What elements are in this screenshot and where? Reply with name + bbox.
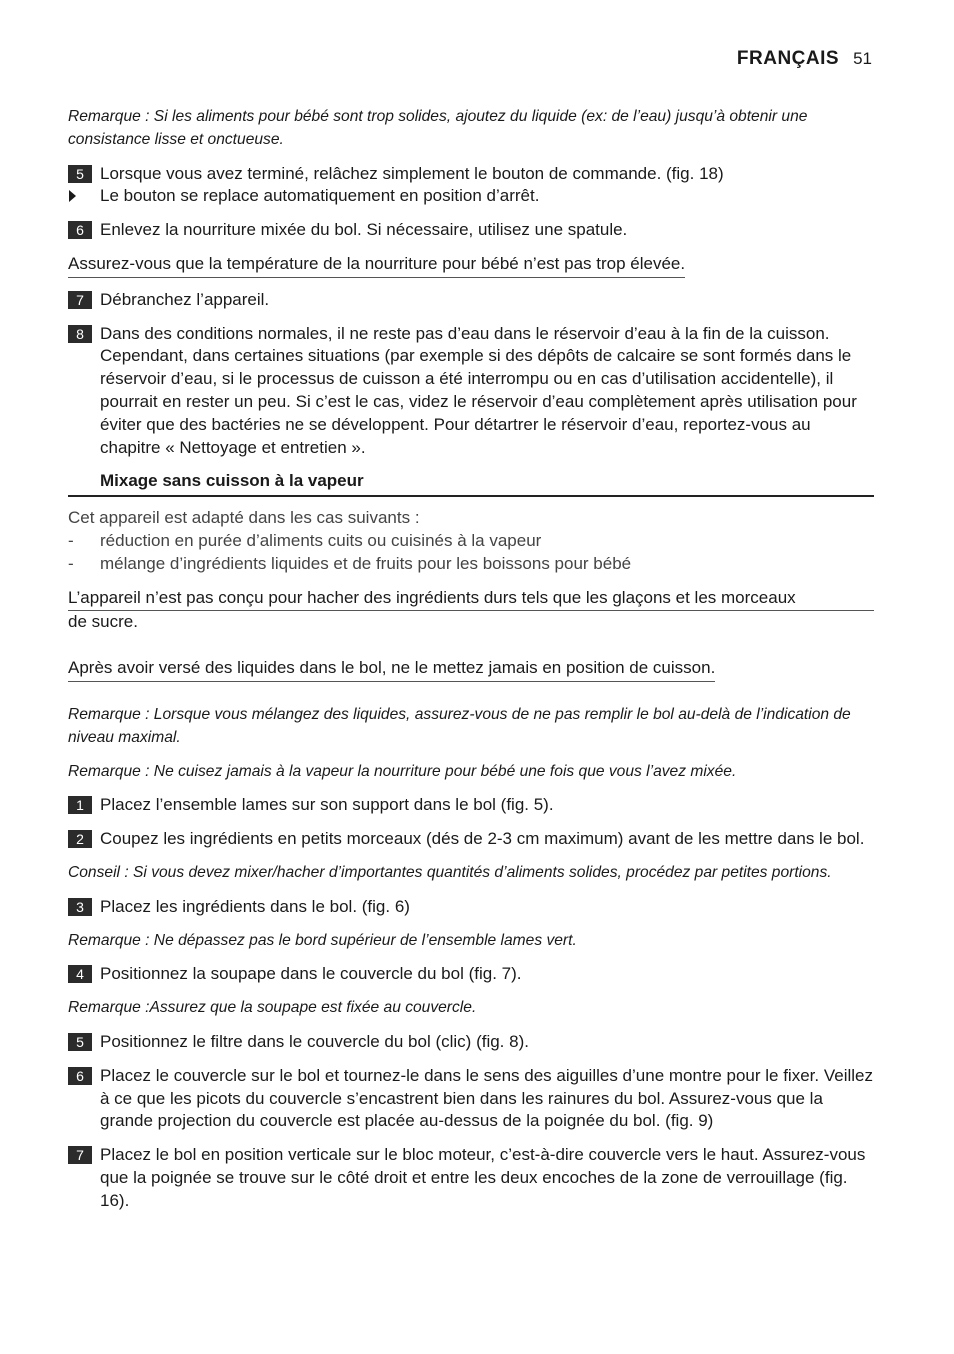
- dash-item-text: réduction en purée d’aliments cuits ou cuisinés à la vapeur: [100, 530, 542, 550]
- dash-bullet: -: [68, 553, 74, 573]
- note-paragraph: Remarque : Lorsque vous mélangez des liquides, assurez-vous de ne pas remplir le bol au-delà de l’indication de niveau maximal.: [68, 705, 851, 746]
- triangle-bullet-icon: [69, 190, 76, 202]
- warning-text-line: de sucre.: [68, 612, 138, 632]
- warning-text: Après avoir versé des liquides dans le bol, ne le mettez jamais en position de cuisson.: [68, 657, 715, 682]
- dash-list-item: [68, 553, 874, 576]
- step-number: 7: [68, 291, 92, 309]
- warning-paragraph: [68, 657, 874, 682]
- step-text: Placez les ingrédients dans le bol. (fig. 6): [100, 896, 410, 916]
- step-item: [68, 794, 874, 817]
- step-number: 6: [68, 1067, 92, 1085]
- step-item: [68, 1065, 874, 1133]
- step-item: [68, 219, 874, 242]
- dash-list-item: [68, 530, 874, 553]
- dash-item-text: mélange d’ingrédients liquides et de fruits pour les boissons pour bébé: [100, 553, 632, 573]
- note-paragraph: Remarque : Ne cuisez jamais à la vapeur la nourriture pour bébé une fois que vous l’avez mixée.: [68, 762, 737, 780]
- step-number: 4: [68, 965, 92, 983]
- step-item: [68, 163, 874, 186]
- step-text: Lorsque vous avez terminé, relâchez simplement le bouton de commande. (fig. 18): [100, 163, 724, 183]
- tip-paragraph: Conseil : Si vous devez mixer/hacher d’importantes quantités d’aliments solides, procédez par petites portions.: [68, 863, 832, 881]
- step-item: [68, 828, 874, 851]
- step-number: 5: [68, 1033, 92, 1051]
- step-item: [68, 963, 874, 986]
- section-heading: Mixage sans cuisson à la vapeur: [68, 470, 874, 497]
- page-header: [737, 48, 872, 70]
- step-number: 7: [68, 1146, 92, 1164]
- note-paragraph: Remarque : Si les aliments pour bébé sont trop solides, ajoutez du liquide (ex: de l’eau) jusqu’à obtenir une consistance lisse et onctueuse.: [68, 108, 808, 148]
- step-number: 8: [68, 325, 92, 343]
- step-text: Dans des conditions normales, il ne reste pas d’eau dans le réservoir d’eau à la fin de la cuisson. Cependant, dans certaines situations (par exemple si des dépôts de calcaire se sont formés dans le réservoir d’eau, si le processus de cuisson a été interrompu ou en cas d’utilisation accidentelle), il pourrait en rester un peu. Si c’est le cas, videz le réservoir d’eau complètement après utilisation pour éviter que des bactéries ne se développent. Pour détartrer le réservoir d’eau, reportez-vous au chapitre « Nettoyage et entretien ».: [100, 323, 857, 457]
- step-text: Placez le couvercle sur le bol et tournez-le dans le sens des aiguilles d’une montre pour le fixer. Veillez à ce que les picots du couvercle s’encastrent bien dans les rainures du bol. Assurez-vous que la grande projection du couvercle est placée au-dessus de la poignée du bol. (fig. 9): [100, 1065, 873, 1131]
- step-item: [68, 896, 874, 919]
- step-text: Placez l’ensemble lames sur son support dans le bol (fig. 5).: [100, 795, 554, 815]
- step-item: [68, 323, 874, 460]
- dash-bullet: -: [68, 530, 74, 550]
- step-number: 6: [68, 221, 92, 239]
- step-number: 5: [68, 165, 92, 183]
- step-number: 1: [68, 796, 92, 814]
- warning-paragraph: [68, 587, 874, 636]
- step-text: Débranchez l’appareil.: [100, 289, 270, 309]
- step-text: Coupez les ingrédients en petits morceaux (dés de 2-3 cm maximum) avant de les mettre dans le bol.: [100, 829, 865, 849]
- warning-text: Assurez-vous que la température de la nourriture pour bébé n’est pas trop élevée.: [68, 253, 685, 278]
- step-item: [68, 289, 874, 312]
- intro-text: Cet appareil est adapté dans les cas suivants :: [68, 508, 420, 528]
- step-text: Placez le bol en position verticale sur le bloc moteur, c’est-à-dire couvercle vers le haut. Assurez-vous que la poignée se trouve sur le côté droit et entre les deux encoches de la zone de verrouillage (fig. 16).: [100, 1145, 866, 1210]
- bullet-text: Le bouton se replace automatiquement en position d’arrêt.: [100, 186, 540, 206]
- step-item: [68, 1031, 874, 1054]
- step-number: 2: [68, 830, 92, 848]
- language-label: FRANÇAIS: [736, 48, 840, 69]
- page-number: 51: [853, 49, 872, 68]
- note-paragraph: Remarque : Ne dépassez pas le bord supérieur de l’ensemble lames vert.: [68, 931, 577, 949]
- warning-text-line: L’appareil n’est pas conçu pour hacher des ingrédients durs tels que les glaçons et les morceaux: [68, 587, 874, 612]
- bullet-item: [68, 185, 874, 208]
- step-text: Positionnez le filtre dans le couvercle du bol (clic) (fig. 8).: [100, 1031, 529, 1051]
- step-text: Enlevez la nourriture mixée du bol. Si nécessaire, utilisez une spatule.: [100, 220, 628, 240]
- warning-paragraph: [68, 253, 874, 278]
- step-text: Positionnez la soupape dans le couvercle du bol (fig. 7).: [100, 964, 522, 984]
- page-content: [68, 106, 874, 1212]
- note-paragraph: Remarque :Assurez que la soupape est fixée au couvercle.: [68, 999, 477, 1017]
- step-number: 3: [68, 898, 92, 916]
- step-item: [68, 1144, 874, 1212]
